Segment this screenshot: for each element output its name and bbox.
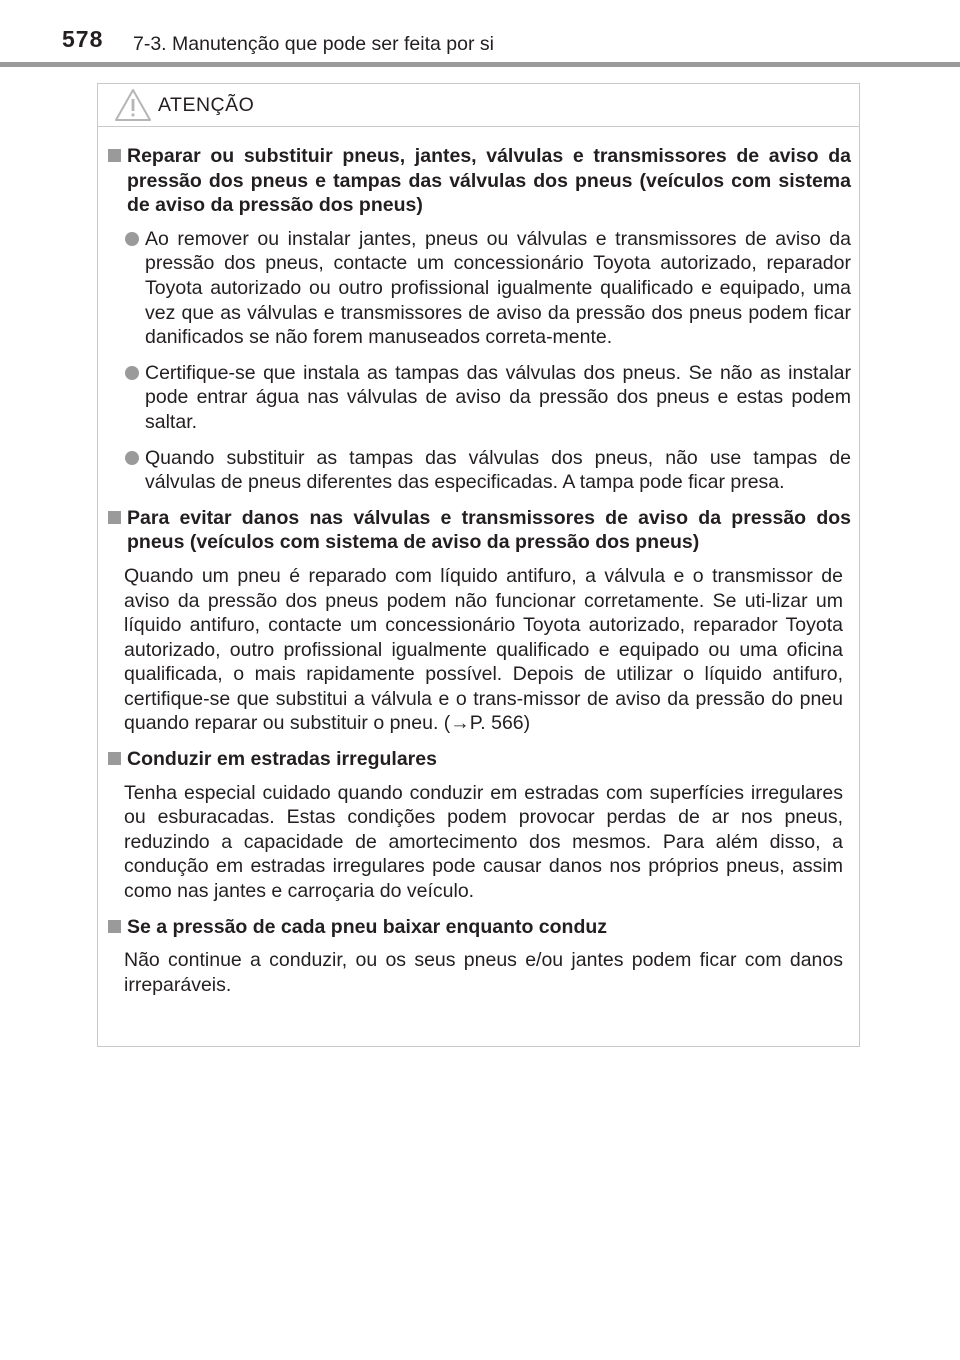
warning-box [97, 83, 860, 1047]
list-item [98, 227, 859, 350]
page-header [0, 0, 960, 70]
page-number: 578 [62, 26, 104, 52]
topic-paragraph: Quando um pneu é reparado com líquido antifuro, a válvula e o transmissor de aviso da pressão dos pneus podem não funcionar corretamente. Se uti-lizar um líquido antifuro, contacte um concessionário Toyota autorizado, reparador Toyota autorizado, outro profissional igualmente qualificado e equipado ou uma oficina qualificada, o mais rapidamente possível. Depois de utilizar o líquido antifuro, certifique-se que substitui a válvula e o trans-missor de aviso da pressão do pneu quando reparar ou substituir o pneu. (→P. 566) [124, 564, 843, 735]
topic-title-text: Para evitar danos nas válvulas e transmissores de aviso da pressão dos pneus (veículos com sistema de aviso da pressão dos pneus) [127, 506, 851, 554]
topic-title-text: Se a pressão de cada pneu baixar enquanto conduz [127, 915, 608, 938]
topic-title-text: Conduzir em estradas irregulares [127, 748, 437, 771]
list-item-text: Quando substituir as tampas das válvulas dos pneus, não use tampas de válvulas de pneus diferentes das especificadas. A tampa pode ficar presa. [145, 446, 851, 494]
warning-label: ATENÇÃO [158, 94, 255, 116]
round-bullet-icon [125, 366, 139, 380]
round-bullet-icon [125, 232, 139, 246]
topic-paragraph: Não continue a conduzir, ou os seus pneus e/ou jantes podem ficar com danos irreparáveis. [124, 949, 843, 996]
topic-title [98, 506, 859, 555]
topic-title-text: Reparar ou substituir pneus, jantes, válvulas e transmissores de aviso da pressão dos pneus e tampas das válvulas dos pneus (veículos com sistema de aviso da pressão dos pneus) [127, 145, 851, 217]
list-item-text: Certifique-se que instala as tampas das válvulas dos pneus. Se não as instalar pode entrar água nas válvulas de aviso da pressão dos pneus e estas podem saltar. [145, 361, 851, 433]
topic-title [98, 915, 859, 940]
list-item [98, 446, 859, 495]
list-item [98, 361, 859, 435]
header-rule [0, 62, 960, 67]
warning-content [98, 144, 859, 997]
square-bullet-icon [108, 511, 121, 524]
warning-triangle-icon [114, 88, 152, 122]
square-bullet-icon [108, 920, 121, 933]
round-bullet-icon [125, 451, 139, 465]
topic-title [98, 747, 859, 772]
warning-header [98, 84, 859, 127]
square-bullet-icon [108, 752, 121, 765]
list-item-text: Ao remover ou instalar jantes, pneus ou válvulas e transmissores de aviso da pressão dos pneus, contacte um concessionário Toyota autorizado, reparador Toyota autorizado ou outro profissional igualmente qualificado e equipado, uma vez que as válvulas e transmissores de aviso da pressão dos pneus podem ficar danificados se não forem manuseados correta-mente. [145, 227, 851, 349]
square-bullet-icon [108, 149, 121, 162]
section-title: 7-3. Manutenção que pode ser feita por si [133, 33, 494, 55]
topic-title [98, 144, 859, 218]
topic-paragraph: Tenha especial cuidado quando conduzir em estradas com superfícies irregulares ou esburacadas. Estas condições podem provocar perdas de ar nos pneus, reduzindo a capacidade de amortecimento dos mesmos. Para além disso, a condução em estradas irregulares pode causar danos nos próprios pneus, assim como nas jantes e carroçaria do veículo. [124, 781, 843, 903]
